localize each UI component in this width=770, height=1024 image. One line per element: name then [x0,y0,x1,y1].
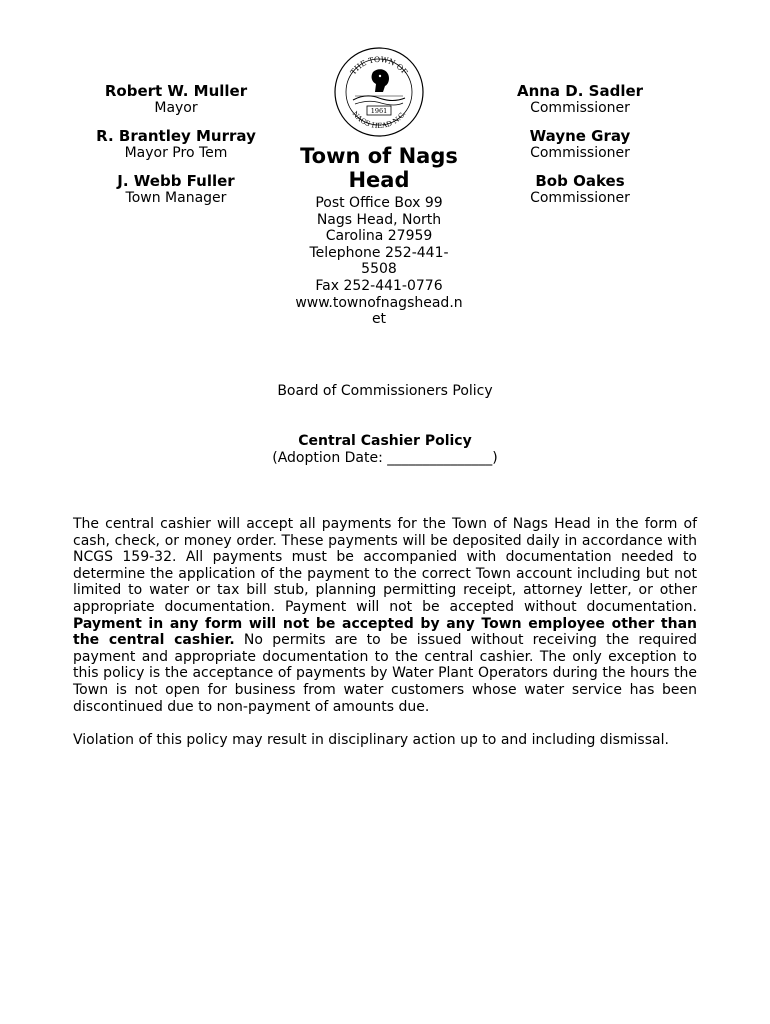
seal-year: 1961 [370,107,388,115]
address-po-box: Post Office Box 99 [315,195,443,211]
horse-head-icon [372,69,389,92]
official-title: Mayor Pro Tem [124,145,228,161]
official-name: R. Brantley Murray [96,127,256,145]
official-title: Mayor [154,100,198,116]
official-title: Commissioner [530,100,630,116]
left-officials [76,82,276,217]
official-mayor [76,82,276,117]
seal-bottom-arc: NAGS HEAD N.C. [350,109,408,131]
address-block [292,195,466,328]
official-commissioner [480,127,680,162]
policy-title: Central Cashier Policy [298,433,472,449]
policy-type: Board of Commissioners Policy [277,383,493,399]
official-mayor-pro-tem [76,127,276,162]
official-name: Bob Oakes [535,172,625,190]
policy-text: No permits are to be issued without receiving the required payment and appropriate documentation to the central cashier. The only exception to this policy is the acceptance of payments by Water Plant Operators during the hours the Town is not open for business from water customers whose water service has been discontinued due to non-payment of amounts due. [73,632,697,715]
policy-emphasis: Payment in any form will not be accepted by any Town employee other than the central cashier. [73,615,697,649]
official-commissioner [480,82,680,117]
right-officials [480,82,680,217]
town-seal-icon [333,46,425,138]
official-name: J. Webb Fuller [117,172,235,190]
address-city: Nags Head, North Carolina 27959 [316,211,442,245]
policy-body [73,516,697,765]
official-name: Anna D. Sadler [516,82,644,100]
website-link[interactable]: www.townofnagshead.net [295,294,463,328]
policy-text: The central cashier will accept all payments for the Town of Nags Head in the form of cash, check, or money order. These payments will be deposited daily in accordance with NCGS 159-32. All payments must be accompanied with documentation needed to determine the application of the payment to the correct Town account including but not limited to water or tax bill stub, planning permitting receipt, attorney letter, or other appropriate documentation. Payment will not be accepted without documentation. [73,516,697,615]
official-name: Robert W. Muller [104,82,248,100]
official-name: Wayne Gray [529,127,631,145]
adoption-date: (Adoption Date: _______________) [272,450,498,466]
official-title: Commissioner [530,145,630,161]
town-header [292,46,466,328]
official-title: Commissioner [530,190,630,206]
telephone: Telephone 252-441-5508 [309,244,449,278]
policy-paragraph [73,516,697,715]
fax: Fax 252-441-0776 [315,277,443,294]
policy-violation: Violation of this policy may result in disciplinary action up to and including dismissal. [73,731,669,748]
seal-top-arc: THE TOWN OF [348,54,410,77]
official-town-manager [76,172,276,207]
town-name: Town of Nags Head [300,144,458,192]
official-commissioner [480,172,680,207]
official-title: Town Manager [125,190,227,206]
